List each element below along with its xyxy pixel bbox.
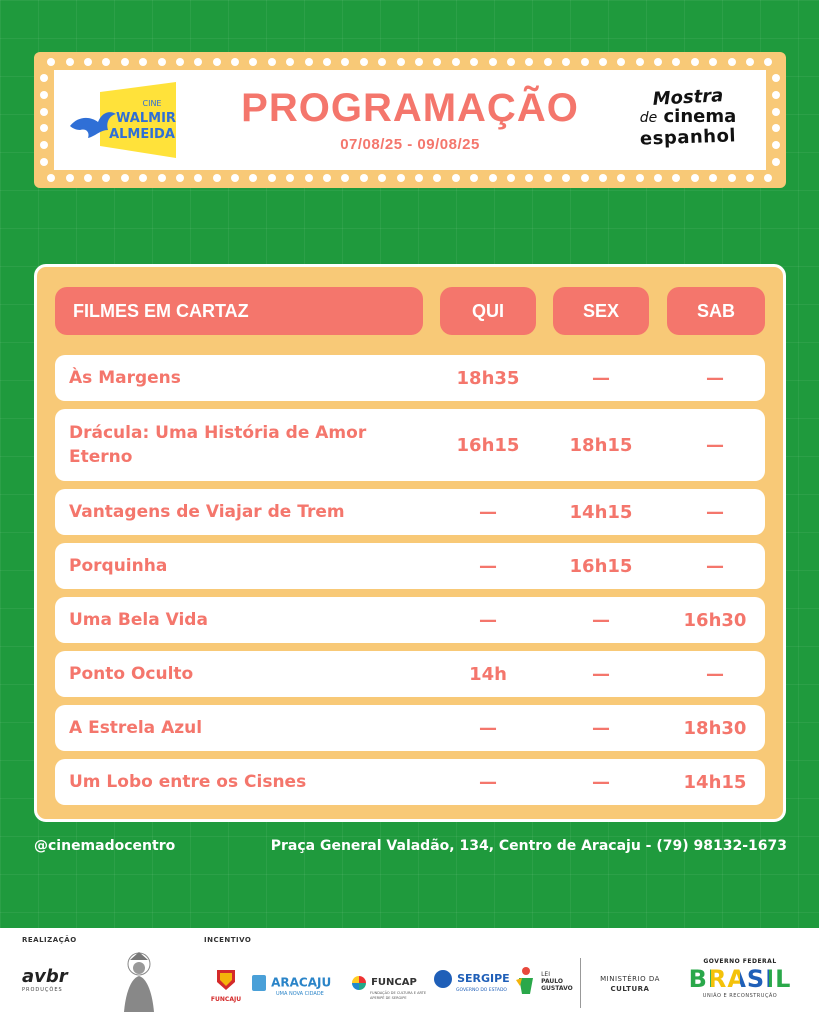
marquee-bulb bbox=[397, 174, 405, 182]
marquee-bulb bbox=[194, 58, 202, 66]
marquee-bulb bbox=[772, 141, 780, 149]
marquee-bulb bbox=[772, 108, 780, 116]
marquee-bulb bbox=[158, 174, 166, 182]
showtime-qui: — bbox=[479, 771, 497, 793]
marquee-bulb bbox=[617, 58, 625, 66]
showtime-qui: 14h bbox=[469, 663, 507, 685]
day-header-sab: SAB bbox=[667, 287, 765, 335]
marquee-bulb bbox=[433, 58, 441, 66]
marquee-bulb bbox=[654, 58, 662, 66]
marquee-bulb bbox=[581, 174, 589, 182]
governo-federal-logo bbox=[682, 958, 798, 999]
cine-logo-line2: WALMIR bbox=[116, 111, 176, 126]
marquee-bulb bbox=[47, 174, 55, 182]
schedule-row bbox=[55, 759, 765, 805]
film-title: Às Margens bbox=[69, 368, 181, 388]
cinema-address: Praça General Valadão, 134, Centro de Aracaju - (79) 98132-1673 bbox=[270, 838, 787, 854]
schedule-row bbox=[55, 543, 765, 589]
schedule-row bbox=[55, 409, 765, 481]
marquee-bulb bbox=[305, 58, 313, 66]
showtime-sex: — bbox=[592, 367, 610, 389]
marquee-bulb bbox=[433, 174, 441, 182]
funcap-emblem-icon bbox=[352, 976, 366, 990]
showtime-qui: 18h35 bbox=[456, 367, 520, 389]
marquee-bulb bbox=[249, 58, 257, 66]
showtime-qui: 16h15 bbox=[456, 434, 520, 456]
marquee-bulb bbox=[562, 58, 570, 66]
marquee-inner bbox=[54, 70, 766, 170]
film-title: Porquinha bbox=[69, 556, 168, 576]
aracaju-logo bbox=[252, 972, 344, 997]
showtime-sab: — bbox=[706, 434, 724, 456]
marquee-bulb bbox=[772, 158, 780, 166]
film-title: Ponto Oculto bbox=[69, 664, 194, 684]
film-title: Vantagens de Viajar de Trem bbox=[69, 502, 345, 522]
marquee-bulb bbox=[47, 58, 55, 66]
schedule-row bbox=[55, 597, 765, 643]
ministerio-line1: MINISTÉRIO DA bbox=[600, 975, 660, 983]
showtime-qui: — bbox=[479, 501, 497, 523]
avbr-logo bbox=[22, 966, 100, 993]
marquee-bulb bbox=[268, 58, 276, 66]
marquee-bulb bbox=[66, 58, 74, 66]
marquee-bulb bbox=[176, 58, 184, 66]
ministerio-line2: CULTURA bbox=[610, 985, 650, 993]
marquee-bulb bbox=[470, 58, 478, 66]
showtime-sab: — bbox=[706, 367, 724, 389]
day-header-sex: SEX bbox=[553, 287, 649, 335]
marquee-bulb bbox=[176, 174, 184, 182]
showtime-qui: — bbox=[479, 555, 497, 577]
showtime-qui: — bbox=[479, 717, 497, 739]
marquee-bulb bbox=[470, 174, 478, 182]
marquee-bulb bbox=[772, 124, 780, 132]
showtime-sab: — bbox=[706, 501, 724, 523]
marquee-bulb bbox=[341, 174, 349, 182]
marquee-bulb bbox=[397, 58, 405, 66]
mostra-logo-cinema: cinema bbox=[663, 106, 737, 127]
funcap-sub: FUNDAÇÃO DE CULTURA E ARTE APERIPÊ DE SERGIPE bbox=[370, 991, 427, 1000]
date-range: 07/08/25 - 09/08/25 bbox=[340, 136, 480, 153]
marquee-bulbs-bottom bbox=[34, 174, 786, 182]
sergipe-text: SERGIPE bbox=[457, 972, 510, 985]
marquee-bulb bbox=[323, 174, 331, 182]
paulo-gustavo-figure-icon bbox=[516, 966, 536, 996]
showtime-sab: 18h30 bbox=[683, 717, 747, 739]
marquee-bulb bbox=[617, 174, 625, 182]
lampiao-emblem-icon bbox=[116, 950, 162, 1016]
marquee-bulb bbox=[40, 91, 48, 99]
marquee-bulb bbox=[507, 58, 515, 66]
marquee-bulb bbox=[213, 174, 221, 182]
marquee-bulb bbox=[654, 174, 662, 182]
marquee-bulb bbox=[672, 174, 680, 182]
aracaju-crest-icon bbox=[252, 975, 266, 991]
marquee-bulb bbox=[231, 58, 239, 66]
marquee-bulb bbox=[581, 58, 589, 66]
funcaju-crest-icon bbox=[215, 968, 237, 992]
marquee-bulb bbox=[636, 174, 644, 182]
header-marquee bbox=[34, 52, 786, 188]
showtime-sex: — bbox=[592, 771, 610, 793]
marquee-bulb bbox=[102, 174, 110, 182]
funcaju-logo bbox=[206, 968, 246, 1003]
sergipe-sub: GOVERNO DO ESTADO bbox=[456, 987, 507, 993]
marquee-bulb bbox=[691, 174, 699, 182]
showtime-qui: — bbox=[479, 609, 497, 631]
marquee-bulb bbox=[231, 174, 239, 182]
funcap-logo bbox=[352, 972, 434, 1001]
marquee-bulb bbox=[84, 58, 92, 66]
sponsors-strip bbox=[0, 928, 819, 1024]
showtime-sab: 16h30 bbox=[683, 609, 747, 631]
sergipe-logo bbox=[434, 968, 510, 993]
marquee-bulb bbox=[40, 158, 48, 166]
film-title: A Estrela Azul bbox=[69, 718, 203, 738]
marquee-bulb bbox=[268, 174, 276, 182]
showtime-sex: — bbox=[592, 717, 610, 739]
aracaju-sub: UMA NOVA CIDADE bbox=[276, 991, 324, 997]
marquee-bulb bbox=[286, 58, 294, 66]
marquee-bulb bbox=[194, 174, 202, 182]
schedule-panel bbox=[34, 264, 786, 822]
marquee-bulb bbox=[599, 58, 607, 66]
marquee-bulb bbox=[415, 174, 423, 182]
marquee-bulb bbox=[158, 58, 166, 66]
sergipe-emblem-icon bbox=[434, 970, 452, 988]
marquee-bulb bbox=[562, 174, 570, 182]
marquee-bulb bbox=[452, 174, 460, 182]
marquee-bulbs-top bbox=[34, 58, 786, 66]
marquee-bulb bbox=[121, 174, 129, 182]
avbr-logo-text: avbr bbox=[22, 966, 68, 987]
marquee-bulb bbox=[323, 58, 331, 66]
showtime-sab: 14h15 bbox=[683, 771, 747, 793]
funcaju-text: FUNCAJU bbox=[210, 996, 242, 1003]
marquee-bulb bbox=[772, 91, 780, 99]
page-title: PROGRAMAÇÃO bbox=[241, 86, 579, 130]
marquee-bulb bbox=[66, 174, 74, 182]
marquee-bulb bbox=[305, 174, 313, 182]
marquee-bulb bbox=[709, 174, 717, 182]
marquee-bulb bbox=[525, 58, 533, 66]
marquee-bulb bbox=[599, 174, 607, 182]
marquee-bulb bbox=[691, 58, 699, 66]
aracaju-text: ARACAJU bbox=[271, 975, 332, 990]
showtime-sab: — bbox=[706, 555, 724, 577]
cine-logo-line1: CINE bbox=[142, 99, 162, 108]
marquee-bulb bbox=[415, 58, 423, 66]
marquee-bulb bbox=[728, 58, 736, 66]
marquee-bulb bbox=[452, 58, 460, 66]
marquee-bulb bbox=[121, 58, 129, 66]
mostra-logo-line3: espanhol bbox=[639, 125, 737, 150]
gov-sub-text: UNIÃO E RECONSTRUÇÃO bbox=[702, 993, 778, 999]
marquee-bulb bbox=[249, 174, 257, 182]
marquee-bulb bbox=[746, 58, 754, 66]
marquee-bulb bbox=[764, 58, 772, 66]
showtime-sex: — bbox=[592, 609, 610, 631]
film-title: Uma Bela Vida bbox=[69, 610, 208, 630]
marquee-bulbs-right bbox=[772, 70, 780, 170]
showtime-sex: 18h15 bbox=[569, 434, 633, 456]
marquee-bulb bbox=[746, 174, 754, 182]
marquee-bulb bbox=[672, 58, 680, 66]
marquee-bulb bbox=[525, 174, 533, 182]
marquee-bulb bbox=[636, 58, 644, 66]
mostra-cinema-espanhol-logo bbox=[624, 82, 752, 158]
day-header-qui: QUI bbox=[440, 287, 536, 335]
marquee-bulb bbox=[544, 174, 552, 182]
mostra-logo-de: de bbox=[639, 110, 658, 126]
marquee-bulb bbox=[40, 141, 48, 149]
schedule-row bbox=[55, 651, 765, 697]
marquee-bulb bbox=[40, 108, 48, 116]
marquee-bulb bbox=[286, 174, 294, 182]
marquee-bulb bbox=[378, 58, 386, 66]
marquee-bulb bbox=[709, 58, 717, 66]
ministerio-cultura-logo bbox=[590, 974, 670, 994]
marquee-bulb bbox=[139, 58, 147, 66]
paulo-gustavo-text: PAULO GUSTAVO bbox=[541, 977, 573, 992]
marquee-bulb bbox=[84, 174, 92, 182]
marquee-bulb bbox=[40, 74, 48, 82]
marquee-bulb bbox=[378, 174, 386, 182]
showtime-sab: — bbox=[706, 663, 724, 685]
schedule-row bbox=[55, 355, 765, 401]
cine-logo-line3: ALMEIDA bbox=[109, 127, 175, 142]
films-header: FILMES EM CARTAZ bbox=[55, 287, 423, 335]
marquee-bulb bbox=[772, 74, 780, 82]
realizacao-label: REALIZAÇÃO bbox=[22, 936, 77, 944]
showtime-sex: 16h15 bbox=[569, 555, 633, 577]
lei-text: LEI bbox=[541, 970, 550, 978]
marquee-bulb bbox=[102, 58, 110, 66]
marquee-bulb bbox=[360, 174, 368, 182]
film-title: Um Lobo entre os Cisnes bbox=[69, 772, 307, 792]
mostra-logo-line1: Mostra bbox=[652, 85, 724, 110]
marquee-bulb bbox=[507, 174, 515, 182]
marquee-bulb bbox=[40, 124, 48, 132]
schedule-row bbox=[55, 489, 765, 535]
incentivo-label: INCENTIVO bbox=[204, 936, 252, 944]
instagram-handle: @cinemadocentro bbox=[34, 838, 176, 854]
gov-brasil-text: BRASIL bbox=[682, 965, 798, 993]
avbr-logo-sub: PRODUÇÕES bbox=[22, 987, 63, 993]
marquee-bulb bbox=[544, 58, 552, 66]
marquee-bulb bbox=[213, 58, 221, 66]
funcap-text: FUNCAP bbox=[371, 977, 417, 988]
marquee-bulbs-left bbox=[40, 70, 48, 170]
marquee-bulb bbox=[139, 174, 147, 182]
gov-top-text: GOVERNO FEDERAL bbox=[703, 958, 777, 965]
lei-paulo-gustavo-logo bbox=[516, 966, 574, 996]
marquee-bulb bbox=[360, 58, 368, 66]
marquee-bulb bbox=[764, 174, 772, 182]
showtime-sex: 14h15 bbox=[569, 501, 633, 523]
sponsors-divider bbox=[580, 958, 581, 1008]
schedule-row bbox=[55, 705, 765, 751]
marquee-bulb bbox=[728, 174, 736, 182]
showtime-sex: — bbox=[592, 663, 610, 685]
film-title: Drácula: Uma História de Amor Eterno bbox=[69, 423, 367, 467]
marquee-bulb bbox=[489, 58, 497, 66]
marquee-bulb bbox=[489, 174, 497, 182]
marquee-bulb bbox=[341, 58, 349, 66]
